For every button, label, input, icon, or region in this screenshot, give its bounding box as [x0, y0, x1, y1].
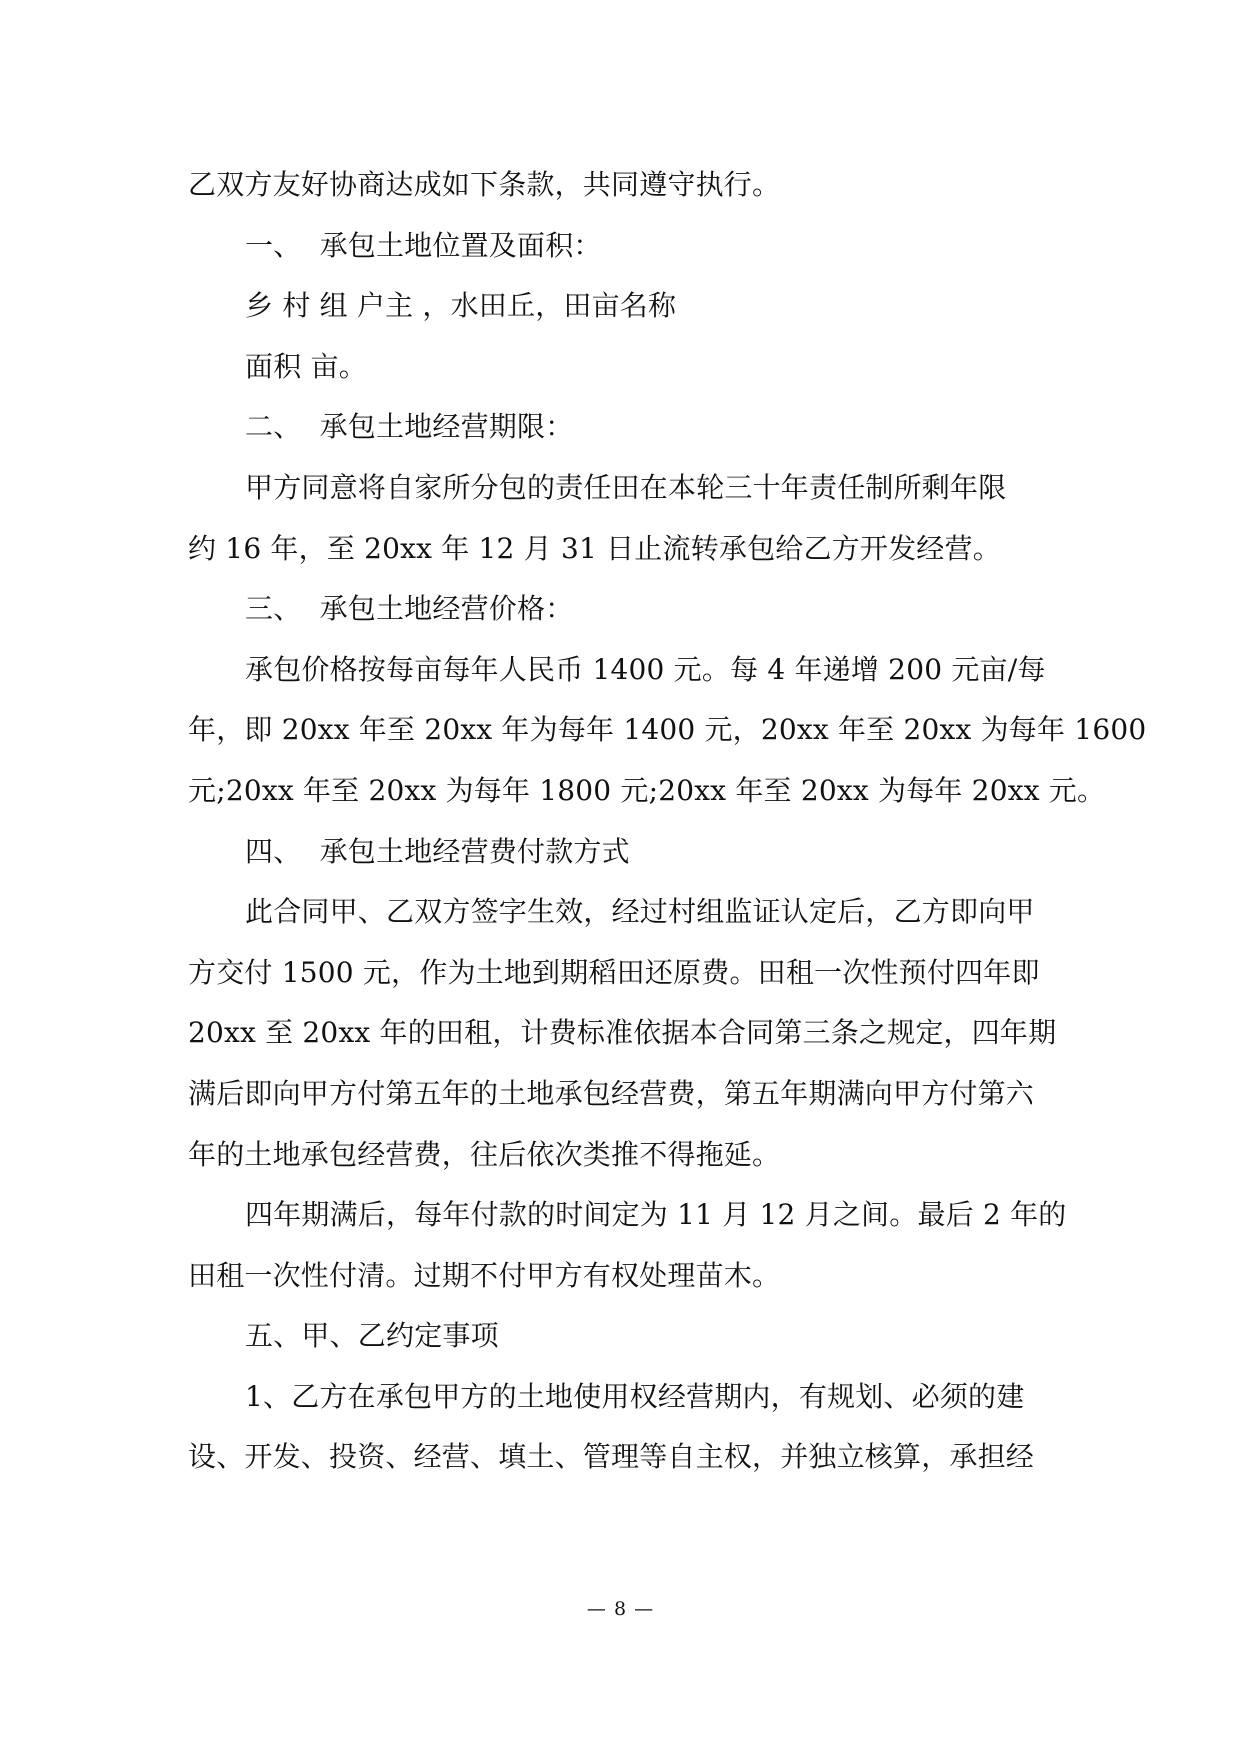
text-line: 甲方同意将自家所分包的责任田在本轮三十年责任制所剩年限: [245, 470, 1007, 504]
section-heading: 三、 承包土地经营价格：: [245, 592, 574, 626]
page-number: — 8 —: [586, 1598, 655, 1620]
section-heading: 四、 承包土地经营费付款方式: [245, 834, 630, 868]
text-line: 承包价格按每亩每年人民币 1400 元。每 4 年递增 200 元亩/每: [245, 652, 1046, 686]
text-line: 约 16 年，至 20xx 年 12 月 31 日止流转承包给乙方开发经营。: [188, 531, 1001, 565]
text-line: 20xx 至 20xx 年的田租，计费标准依据本合同第三条之规定，四年期: [188, 1016, 1057, 1050]
document-body: [188, 155, 1147, 1488]
text-line: 面积 亩。: [245, 349, 367, 383]
text-line: 年，即 20xx 年至 20xx 年为每年 1400 元，20xx 年至 20xx 为每年 1600: [188, 713, 1147, 747]
text-line: 1、乙方在承包甲方的土地使用权经营期内，有规划、必须的建: [245, 1379, 1025, 1413]
text-line: 方交付 1500 元，作为土地到期稻田还原费。田租一次性预付四年即: [188, 955, 1040, 989]
text-line: 乙双方友好协商达成如下条款，共同遵守执行。: [188, 168, 781, 201]
text-line: 此合同甲、乙双方签字生效，经过村组监证认定后，乙方即向甲: [245, 895, 1035, 929]
text-line: 乡 村 组 户主 ，水田丘，田亩名称: [245, 289, 677, 323]
text-line: 田租一次性付清。过期不付甲方有权处理苗木。: [188, 1258, 781, 1292]
text-line: 满后即向甲方付第五年的土地承包经营费，第五年期满向甲方付第六: [188, 1076, 1035, 1110]
text-line: 设、开发、投资、经营、填土、管理等自主权，并独立核算，承担经: [188, 1440, 1035, 1474]
section-heading: 二、 承包土地经营期限：: [245, 410, 574, 444]
text-line: 元;20xx 年至 20xx 为每年 1800 元;20xx 年至 20xx 为每年 20xx 元。: [188, 773, 1106, 807]
section-heading: 一、 承包土地位置及面积：: [245, 228, 602, 262]
text-line: 四年期满后，每年付款的时间定为 11 月 12 月之间。最后 2 年的: [245, 1198, 1067, 1232]
section-heading: 五、甲、乙约定事项: [245, 1319, 499, 1353]
text-line: 年的土地承包经营费，往后依次类推不得拖延。: [188, 1137, 781, 1171]
